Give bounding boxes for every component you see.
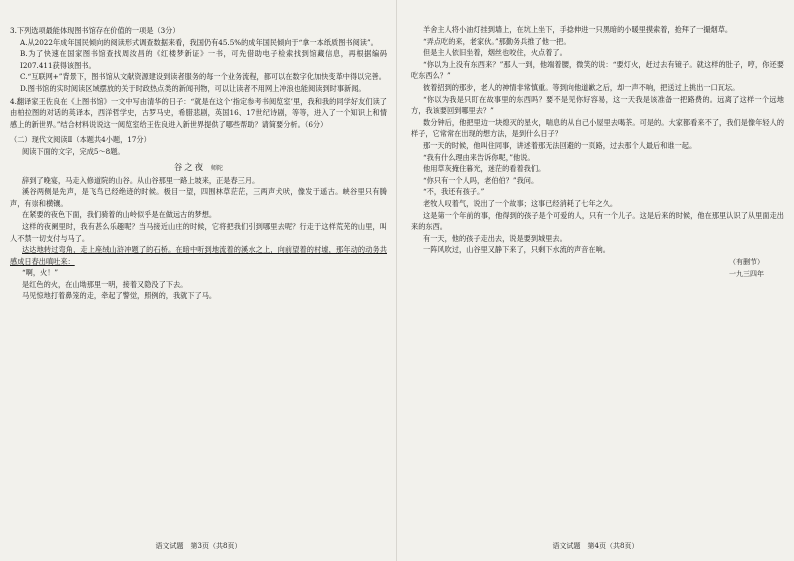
abridged-note: （有删节） — [729, 257, 764, 266]
passage-paragraph: 一阵风吹过，山谷里又静下来了，只剩下水流的声音在响。 — [423, 245, 610, 255]
passage-title — [10, 161, 387, 173]
passage-paragraph: 羊舍主人将小油灯挂到墙上，在坑上坐下，手捻伸进一只黑暗的小暖里摸索着，抢拜了一撮烟草。 — [423, 25, 733, 34]
passage-author: 师陀 — [211, 164, 224, 172]
q3-option-c: C.“互联网+”背景下，图书馆从文献资源建设到读者服务的每一个业务流程，都可以在数字化加快变革中得以完善。 — [20, 72, 386, 82]
passage-paragraph: 达达地转过弯角，走上座绒山浒冲题了的石桥。在暗中听到地流着的溪水之上，向前望着的村墟，那年动的动务共感成日春出嗔吐来： — [10, 245, 387, 266]
passage-paragraph: 彼着招到的那步，老人的神情非常慎重。等到向他道歉之后，却一声不响，把送过上挑出一口瓦坛。 — [423, 82, 740, 92]
passage-paragraph: “我有什么理由来告诉你呢，”他说。 — [423, 152, 535, 162]
section-heading: （二）现代文阅读Ⅱ（本题共4小题，17分） — [10, 135, 151, 145]
page-footer-left: 语文试题 第3页（共8页） — [155, 542, 242, 550]
q3-option-b: B.为了快速在国家图书馆查找周汝昌的《红楼梦新证》一书，可先借助电子检索找到馆藏信息，再根据编码I207.411获得该图书。 — [20, 49, 387, 70]
question-4: 4.翻译家王佐良在《上图书馆》一文中写由清华的日子：“就是在这个‘指定参考书阅览室’里，我和我的同学好友们读了由柏拉图的对话的英译本，西洋哲学史，古罗马史，希腊悲剧，英国16、17世纪诗剧，等等，进入了一个知识上和情感上的新世界。”结合材料说说这一阅览室给王佐良进入新世界提供了哪些帮助？请简要分析。（6分） — [10, 96, 387, 129]
passage-paragraph: “你以为上没有东西来？”那人一到，他端着腰，微笑的说：“要灯火，赶过去有镜子。就这样的肚子，哼，你还要吃东西么？” — [411, 59, 784, 81]
passage-paragraph: 有一天，他的孩子走出去，说是要到城里去。 — [423, 233, 567, 243]
passage-paragraph: “啊，火！” — [22, 268, 59, 278]
passage-paragraph: 马见惊地打着鼻笼的走，牵起了警觉，照例的，我就下了马。 — [22, 291, 217, 301]
passage-date: 一九三四年 — [729, 269, 764, 278]
passage-paragraph: “不，我还有孩子。” — [423, 187, 485, 197]
page-footer-right: 语文试题 第4页（共8页） — [552, 542, 639, 550]
passage-paragraph: 他用草灰掩住暮光，迷茫的看着我们。 — [423, 164, 546, 174]
passage-paragraph: 老牧人叹着气，说出了一个故事；这事已经消耗了七年之久。 — [423, 198, 618, 208]
passage-paragraph: 那一天的时候，他叫住同事，讲述着那无法回避的一页路，过去那个人最后和谁一起。 — [423, 140, 697, 150]
passage-paragraph: “你以为我是只盯在故事里的东西吗？要不是见你好容易，这一天我是该准备一把路费的。远离了这样一个远地方，我该要回到哪里去？” — [411, 94, 784, 116]
passage-paragraph: “你只有一个人吗，老伯伯？”我问。 — [423, 175, 539, 185]
q3-option-d: D.图书馆的实时阅读区域摆放的关于时政热点类的新闻刊物，可以让读者不用网上冲浪也能阅读到时事新闻。 — [20, 83, 366, 93]
passage-paragraph: 辞到了晚宴，马走入修道院的山谷。从山谷那里一路上坡来，正是春三月。 — [22, 175, 260, 185]
passage-paragraph: 在紧要的夜色下面，我们骑着的山岭似乎是在做远古的梦想。 — [22, 210, 217, 220]
passage-paragraph: 但是主人依旧坐着，烟丝也咬住，火点着了。 — [423, 48, 567, 58]
page-4 — [397, 0, 794, 561]
passage-paragraph: 这是第一个年前的事，他得到的孩子是个可爱的人，只有一个儿子。这是后来的时候，他在那里认识了从里面走出来的东西。 — [411, 210, 784, 232]
passage-paragraph: 溪谷两侧是先声，是飞鸟已经绝迹的时候。极目一望，四围林草茫茫，三两声犬吠，像发于遥古。峡谷里只有腾声，有崇和横镶。 — [10, 187, 387, 208]
passage-paragraph: “弄点吃的来，老家伙。”那勤务兵推了他一把。 — [423, 36, 571, 46]
passage-paragraph: 这样的夜阑里时，我有甚么乐趣呢？当马接近山庄的时候，它将把我们引到哪里去呢？行走于这样荒芜的山里，叫人不禁一切支付与马了。 — [10, 221, 387, 243]
section-instruction: 阅读下面的文字，完成5～8题。 — [22, 146, 125, 156]
passage-paragraph: 数分钟后，他把里边一块熄灭的星火，喘息的从自己小屋里去喝茶。可是的。大家都看来不了，我们是像年轻人的样子，它常常在出现的想方法，是到什么日子？ — [411, 117, 784, 139]
passage-title-text: 谷之夜 — [173, 161, 206, 172]
q3-option-a: A.从2022年成年国民倾向的阅读形式调查数据来看，我国仍有45.5%的成年国民倾向于“拿一本纸质图书阅读”。 — [20, 37, 378, 47]
question-3-stem: 3.下列选项最能体现图书馆存在价值的一项是（3分） — [10, 26, 180, 35]
passage-paragraph: 是红色的火，在山坳那里一明，接着又隐没了下去。 — [22, 279, 188, 289]
